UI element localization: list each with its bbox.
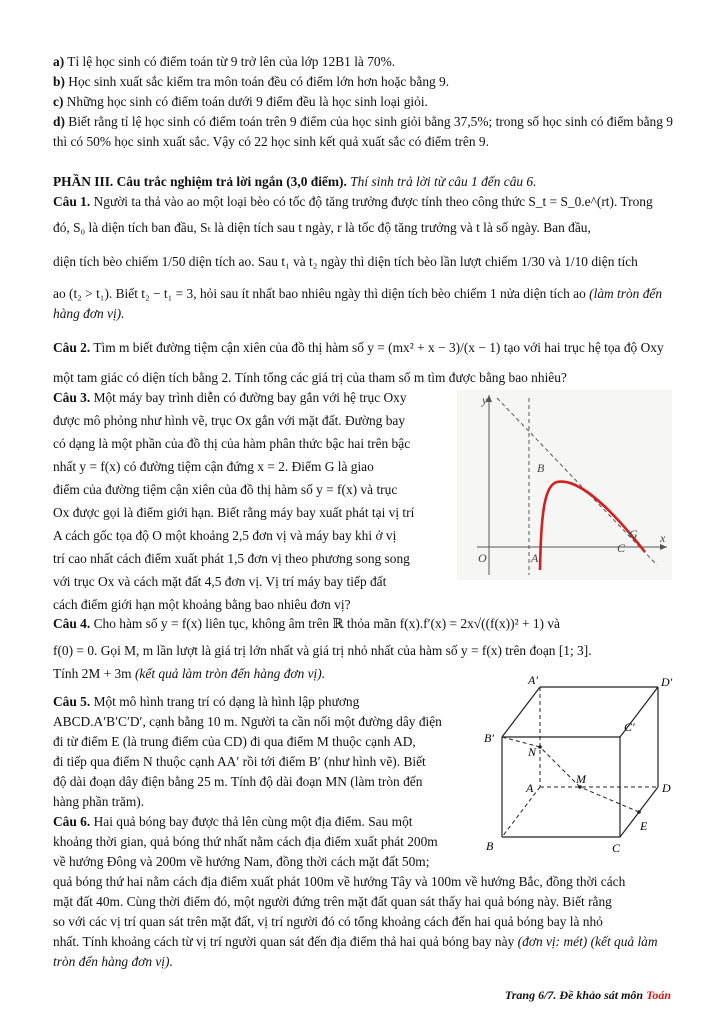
page-footer: Trang 6/7. Đề khảo sát môn Toán xyxy=(504,988,671,1002)
footer-subject: Toán xyxy=(646,988,671,1002)
label-A: A xyxy=(526,781,534,795)
x-label: x xyxy=(660,531,666,545)
question-3: Câu 3. Một máy bay trình diễn có đường bay gắn với hệ trục Oxy được mô phỏng như hình vẽ, trục Ox gắn với mặt đất. Đường bay có dạng là một phần của đồ thị của hàm phân thức bậc hai trên bậc nhất y = f(x) có đường tiệm cận đứng x = 2. Điểm G là giao điểm của đường tiệm cận xiên của đồ thị hàm số y = f(x) và trục Ox được gọi là điểm giới hạn. Biết rằng máy bay xuất phát tại vị trí A cách gốc tọa độ O một khoảng 2,5 đơn vị và máy bay khi ở vị trí cao nhất cách điểm xuất phát 1,5 đơn vị theo phương song song với trục Ox và cách mặt đất 4,5 đơn vị. Vị trí máy bay tiếp đất cách điểm giới hạn một khoảng bằng bao nhiêu đơn vị? xyxy=(53,390,415,612)
label-N: N xyxy=(528,745,537,759)
label-B1: B′ xyxy=(484,731,494,745)
point-C-label: C xyxy=(617,541,626,555)
section-title: PHẦN III. Câu trắc nghiệm trả lời ngắn (3,0 điểm). xyxy=(53,174,347,189)
point-G-label: G xyxy=(629,527,638,541)
point-B-label: B xyxy=(537,461,545,475)
wire-MN xyxy=(540,747,580,787)
question-2: Câu 2. Tìm m biết đường tiệm cận xiên của đồ thị hàm số y = (mx² + x − 3)/(x − 1) tạo với hai trục hệ tọa độ Oxy một tam giác có diện tích bằng 2. Tính tổng các giá trị của tham số m tìm được bằng bao nhiêu? xyxy=(53,340,664,385)
question-5: Câu 5. Một mô hình trang trí có dạng là hình lập phương ABCD.A′B′C′D′, cạnh bằng 10 m. Người ta cần nối một đường dây điện đi từ điểm E (là trung điểm của CD) đi qua điểm M thuộc cạnh AD, đi tiếp qua điểm N thuộc cạnh AA′ rồi tới điểm B′ (như hình vẽ). Biết độ dài đoạn dây điện bằng 25 m. Tính độ dài đoạn MN (làm tròn đến hàng phần trăm). xyxy=(53,694,442,809)
flight-path-graph xyxy=(457,390,672,580)
y-label: y xyxy=(482,393,488,407)
label-D1: D′ xyxy=(661,675,673,689)
statement-d: d) Biết rằng tỉ lệ học sinh có điểm toán trên 9 điểm của học sinh giỏi bằng 37,5%; trong số học sinh có điểm bằng 9 thì có 50% học sinh xuất sắc. Vậy có 22 học sinh kết quả xuất sắc có điểm trên 9. xyxy=(53,114,673,149)
point-A-label: A xyxy=(531,551,539,565)
section-heading xyxy=(53,172,673,192)
statement-c: c) Những học sinh có điểm toán dưới 9 điểm đều là học sinh loại giỏi. xyxy=(53,94,428,109)
wire-EM xyxy=(580,787,639,812)
question-6: Câu 6. Hai quả bóng bay được thả lên cùng một địa điểm. Sau một khoảng thời gian, quả bóng thứ nhất nằm cách địa điểm xuất phát 200m về hướng Đông và 200m về hướng Nam, đồng thời cách mặt đất 50m; quả bóng thứ hai nằm cách địa điểm xuất phát 100m về hướng Tây và 100m về hướng Bắc, đồng thời cách mặt đất 40m. Cùng thời điểm đó, một người đứng trên mặt đất quan sát thấy hai quả bóng này. Biết rằng so với các vị trí quan sát trên mặt đất, vị trí người đó có tổng khoảng cách đến hai quả bóng bay là nhỏ nhất. Tính khoảng cách từ vị trí người quan sát đến địa điểm thả hai quả bóng bay này (đơn vị: mét) (kết quả làm tròn đến hàng đơn vị). xyxy=(53,814,658,969)
label-A1: A′ xyxy=(528,673,538,687)
section-instruction: Thí sinh trả lời từ câu 1 đến câu 6. xyxy=(350,174,537,189)
origin-label: O xyxy=(478,551,487,565)
edge-A1B1 xyxy=(502,687,540,737)
label-C: C xyxy=(612,841,621,855)
label-D: D xyxy=(662,781,671,795)
label-M: M xyxy=(576,772,586,786)
statements-block xyxy=(53,52,673,152)
point-N xyxy=(538,745,542,749)
question-1: Câu 1. Người ta thả vào ao một loại bèo có tốc độ tăng trưởng được tính theo công thức S_t = S_0.e^(rt). Trong đó, S₀ là diện tích ban đầu, Sₜ là diện tích sau t ngày, r là tốc độ tăng trưởng và t là số ngày. Ban đầu, diện tích bèo chiếm 1/50 diện tích ao. Sau t₁ và t₂ ngày thì diện tích bèo lần lượt chiếm 1/30 và 1/10 diện tích ao (t₂ > t₁). Biết t₂ − t₁ = 3, hỏi sau ít nhất bao nhiêu ngày thì diện tích bèo chiếm 1 nửa diện tích ao (làm tròn đến hàng đơn vị). xyxy=(53,194,663,321)
label-B: B xyxy=(486,839,494,853)
statement-a: a) Tỉ lệ học sinh có điểm toán từ 9 trở lên của lớp 12B1 là 70%. xyxy=(53,54,396,69)
label-C1: C′ xyxy=(624,720,635,734)
statement-b: b) Học sinh xuất sắc kiểm tra môn toán đều có điểm lớn hơn hoặc bằng 9. xyxy=(53,74,450,89)
flight-curve xyxy=(540,482,645,570)
label-E: E xyxy=(640,819,648,833)
question-4: Câu 4. Cho hàm số y = f(x) liên tục, không âm trên ℝ thỏa mãn f(x).f′(x) = 2x√((f(x))² + 1) và f(0) = 0. Gọi M, m lần lượt là giá trị lớn nhất và giá trị nhỏ nhất của hàm số y = f(x) trên đoạn [1; 3]. Tính 2M + 3m (kết quả làm tròn đến hàng đơn vị). xyxy=(53,616,592,681)
